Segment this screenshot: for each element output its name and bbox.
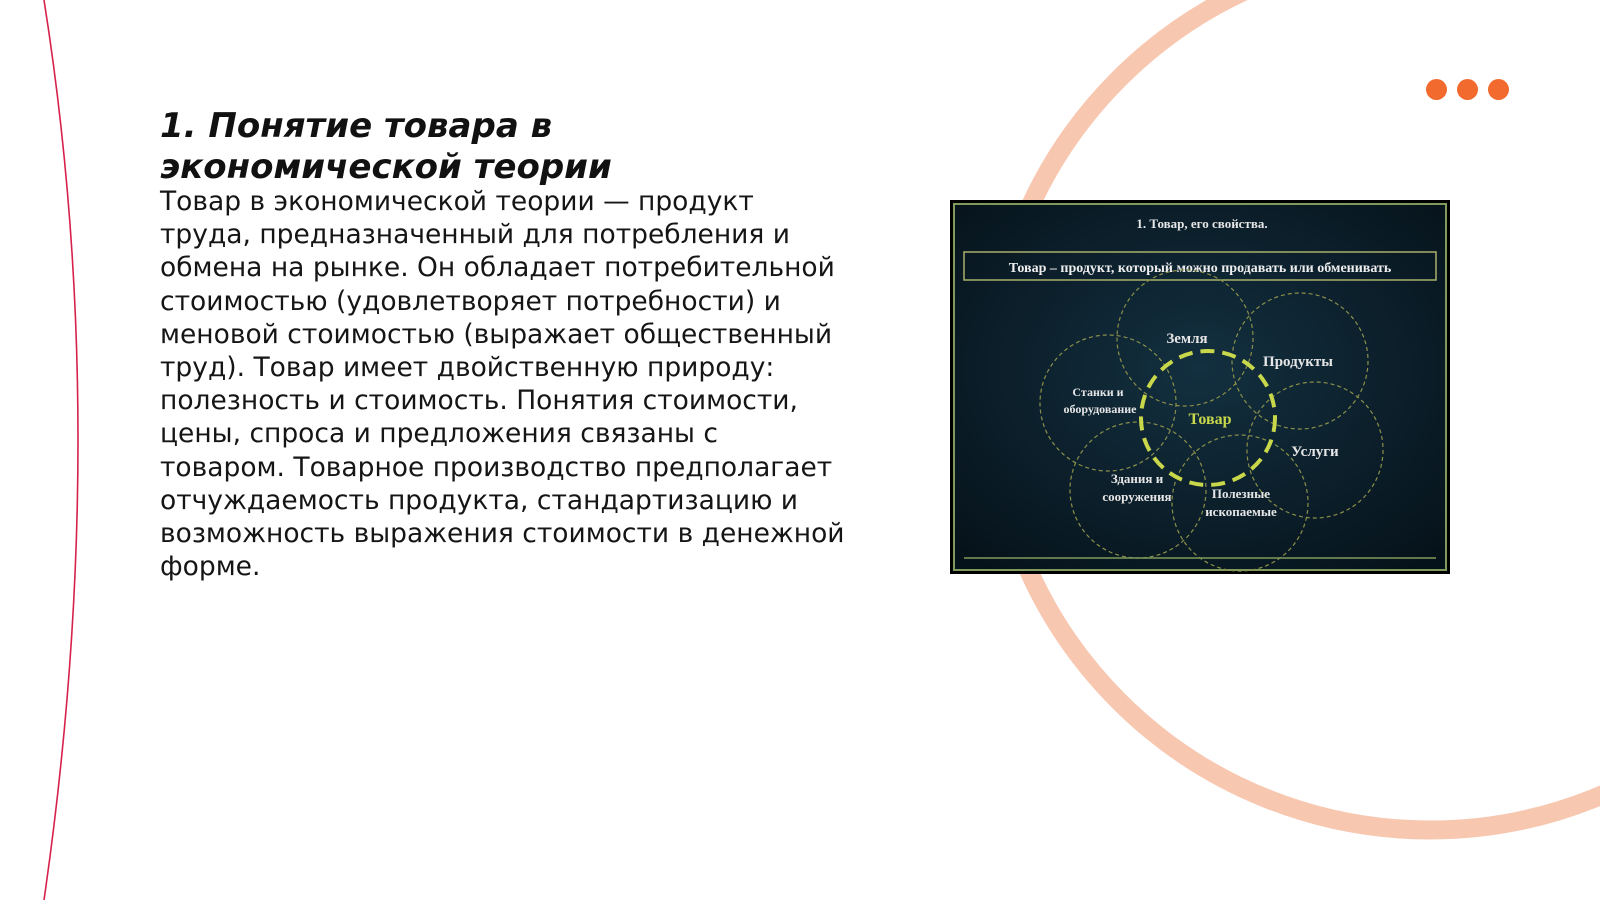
node-land: Земля [1166,331,1208,347]
commodity-diagram [950,200,1450,574]
node-machines-line1: Станки и [1072,385,1124,399]
dot [1457,79,1478,100]
left-red-curve [44,0,78,900]
node-products: Продукты [1263,354,1333,370]
node-buildings-line1: Здания и [1110,471,1164,486]
dots-menu-icon [1426,79,1509,100]
dot [1488,79,1509,100]
node-center: Товар [1188,411,1232,428]
node-machines-line2: оборудование [1063,402,1137,416]
diagram-definition: Товар – продукт, который можно продавать или обменивать [1008,261,1392,276]
node-buildings-line2: сооружения [1102,489,1172,504]
diagram-heading: 1. Товар, его свойства. [1136,216,1268,231]
dot [1426,79,1447,100]
node-minerals-line1: Полезные [1211,486,1271,501]
slide-body-text: Товар в экономической теории — продукт труда, предназначенный для потребления и обмена на рынке. Он обладает потребительной стоимостью (удовлетворяет потребности) и меновой стоимостью (выражает общественный труд). Товар имеет двойственную природу: полезность и стоимость. Понятия стоимости, цены, спроса и предложения связаны с товаром. Товарное производство предполагает отчуждаемость продукта, стандартизацию и возможность выражения стоимости в денежной форме. [160,186,845,583]
diagram-frame [954,204,1446,570]
node-minerals-line2: ископаемые [1205,504,1277,519]
slide-title: 1. Понятие товара в экономической теории [160,106,612,187]
node-services: Услуги [1291,444,1339,460]
